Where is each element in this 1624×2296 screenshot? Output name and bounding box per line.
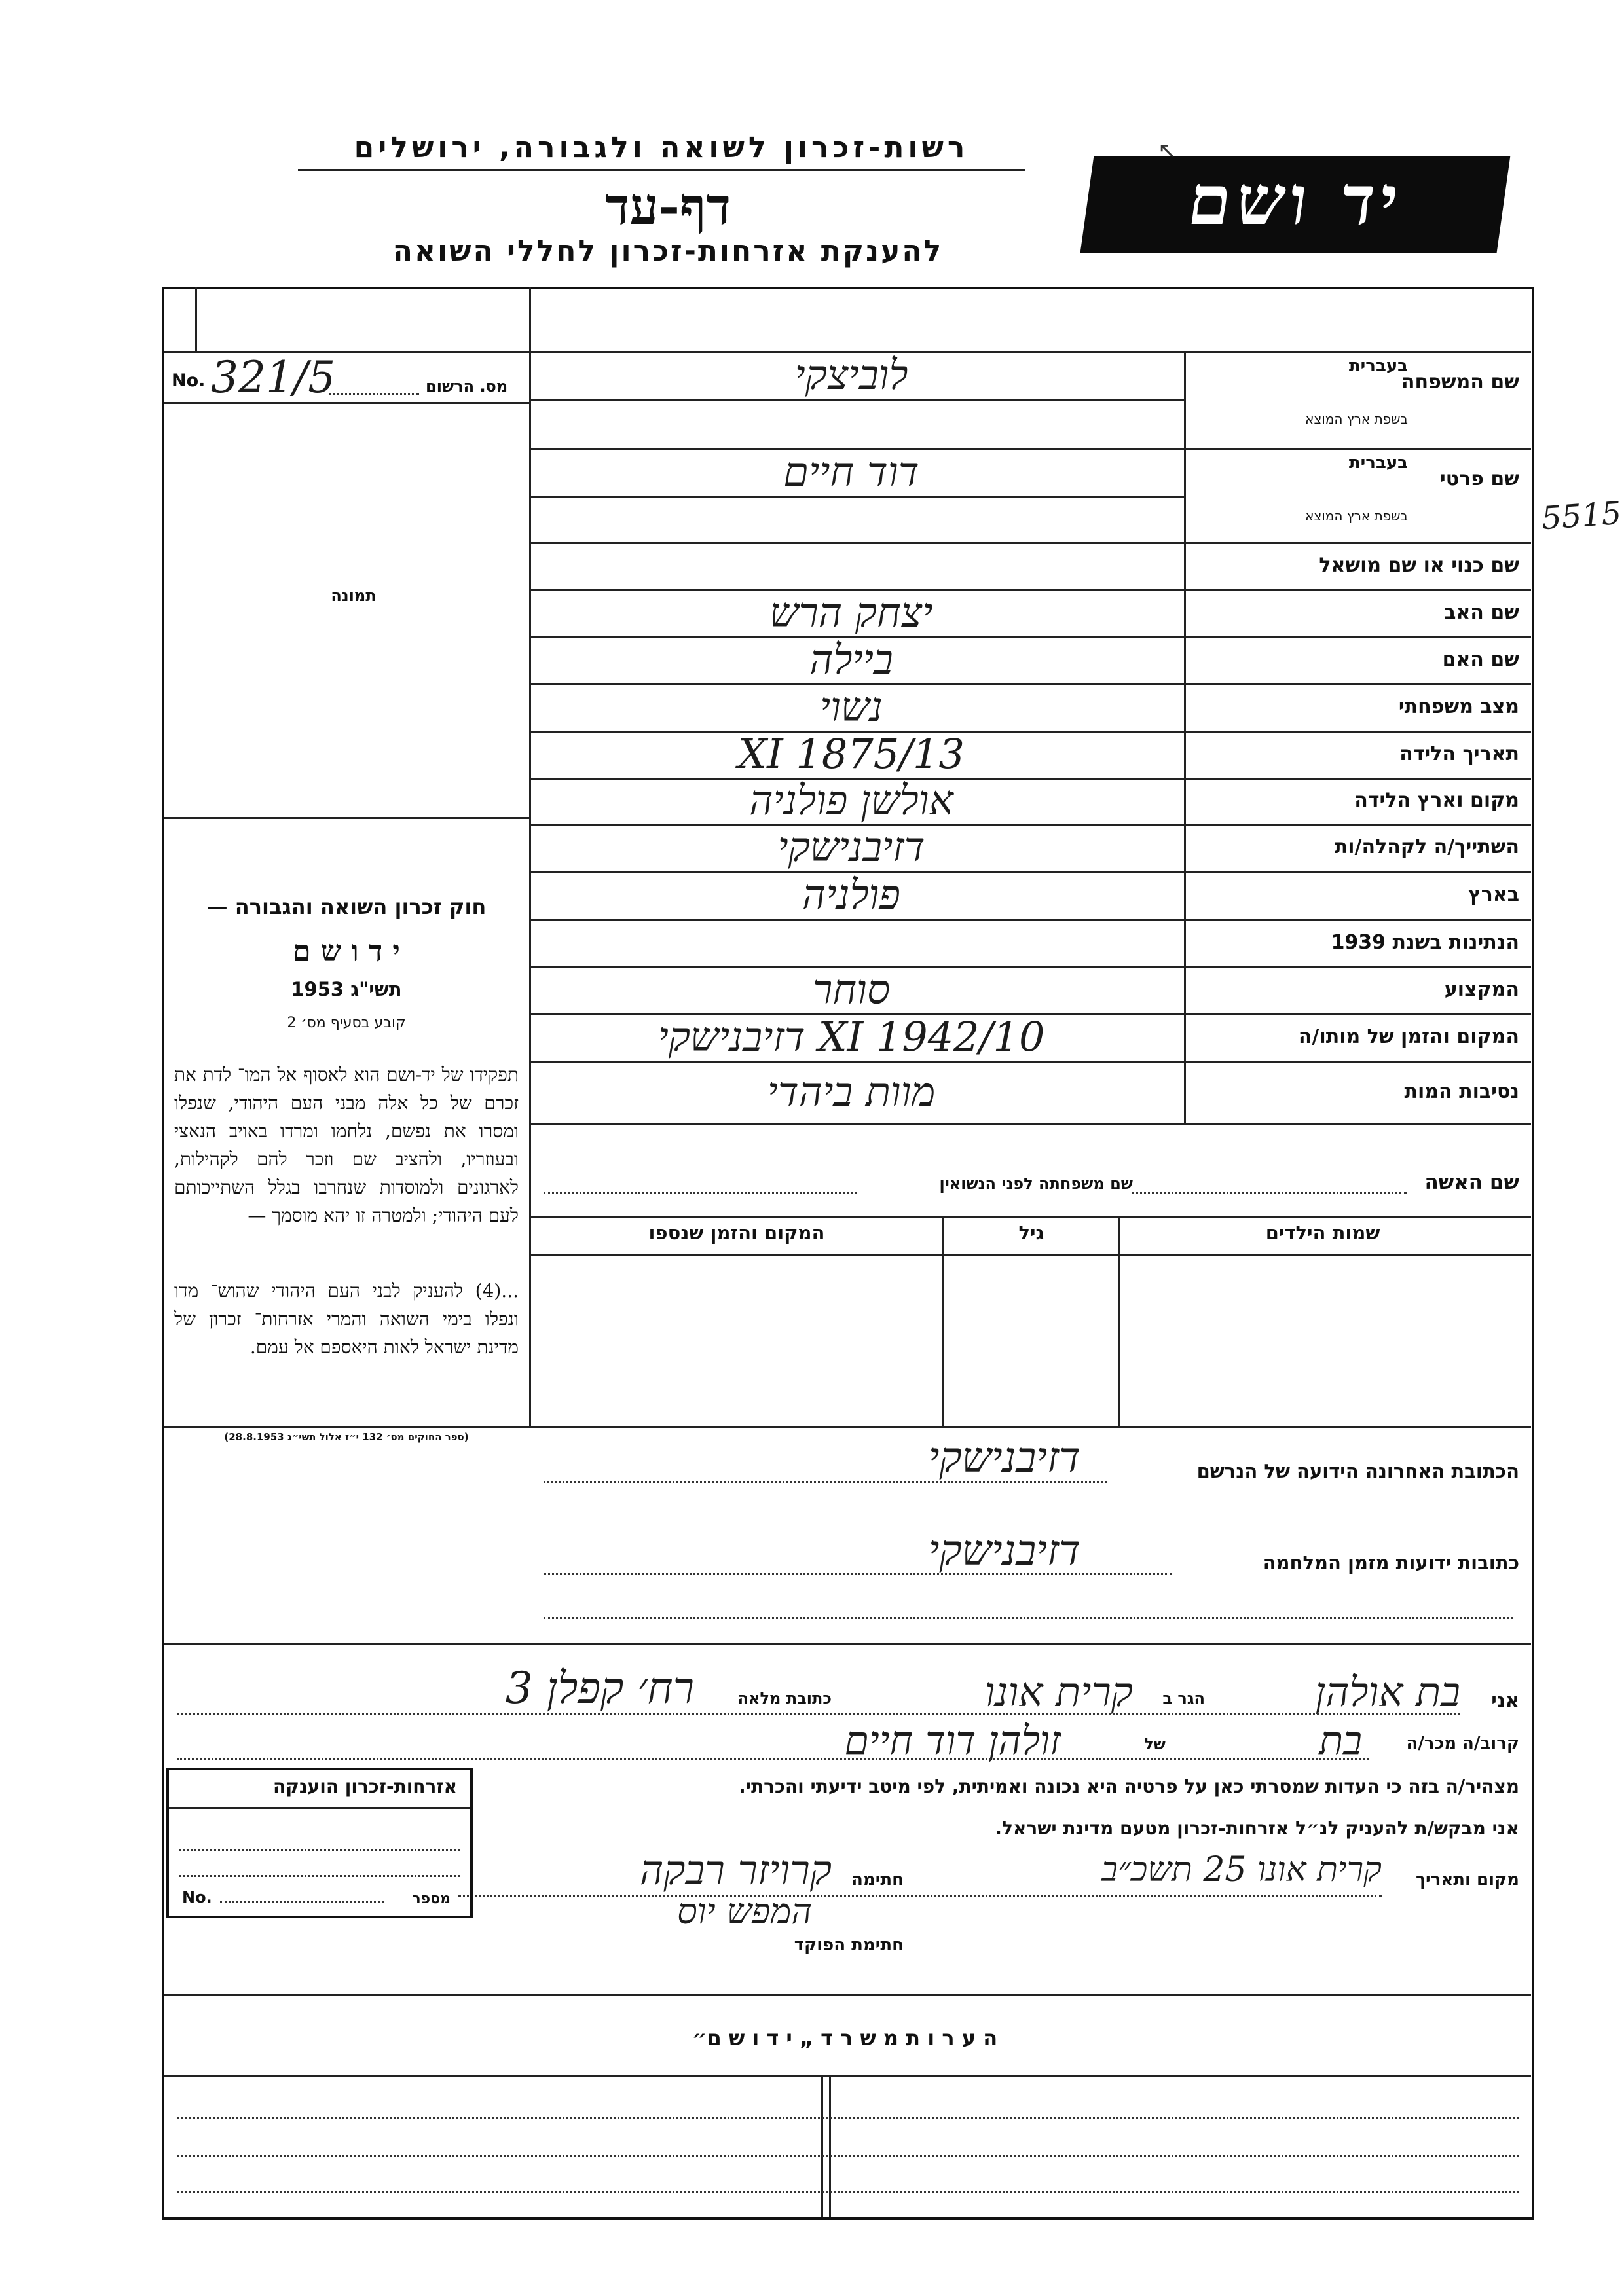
law-name: י ד ו ש ם xyxy=(293,935,400,968)
office-notes-header-bottom xyxy=(164,2075,1531,2077)
stamp-box-no-label: No. xyxy=(182,1888,212,1906)
field-label: נסיבות המות xyxy=(1404,1080,1519,1103)
law-paragraph-2: ...(4) להעניק לבני העם היהודי שהוש־ מדו ונפלו בימי השואה והמרי אזרחות־ זכרון של מדינת ישראל לאות היאספם אל עמם. xyxy=(174,1280,519,1358)
field-value[interactable]: 13/XI 1875 xyxy=(738,730,965,778)
field-label: הנתינות בשנת 1939 xyxy=(1331,931,1519,954)
field-value[interactable]: ביילה xyxy=(809,636,893,683)
field-value[interactable]: סוחר xyxy=(812,966,891,1013)
field-label: המקום והזמן של מותו/ה xyxy=(1298,1025,1519,1048)
yad-vashem-logo xyxy=(1080,156,1511,253)
decl-ani: אני xyxy=(1491,1689,1519,1711)
decl-signature-label: חתימה xyxy=(851,1870,904,1889)
registration-line xyxy=(164,402,529,404)
field-label: שם כנוי או שם מושאל xyxy=(1319,554,1519,577)
field-label: שם פרטי xyxy=(1439,467,1519,490)
corner-arrow-mark: ↖ xyxy=(1158,137,1177,164)
decl-statement-1: מצהיר/ה בזה כי העדות שמסרתי כאן על פרטיה היא נכונה ואמיתית, לפי מיטב ידיעתי והכרתי. xyxy=(739,1776,1519,1797)
field-value[interactable]: דוד חיים xyxy=(783,448,919,496)
decl-address-value: רח׳ קפלן 3 xyxy=(505,1663,694,1713)
field-label: שם האם xyxy=(1442,648,1519,671)
field-mid-line xyxy=(529,496,1184,498)
field-value[interactable]: לוביצקי xyxy=(794,351,908,399)
field-label: שם המשפחה xyxy=(1401,371,1519,393)
form-title: דף-עד xyxy=(605,177,731,236)
office-notes-divider-b xyxy=(829,2075,831,2217)
decl-place-date-value: קרית אונו 25 תשכ״ב xyxy=(1101,1850,1382,1889)
wife-maiden-field[interactable] xyxy=(544,1192,857,1194)
address-extra-dots xyxy=(544,1617,1513,1619)
field-value[interactable] xyxy=(537,920,1166,966)
field-sub-origin-language: בשפת ארץ המוצא xyxy=(1305,508,1408,524)
wife-field[interactable] xyxy=(1132,1192,1407,1194)
field-sub-hebrew: בעברית xyxy=(1348,453,1408,473)
declaration-top xyxy=(164,1643,1531,1645)
field-sub-origin-language: בשפת ארץ המוצא xyxy=(1305,411,1408,427)
decl-relation-value: בת xyxy=(1319,1718,1362,1764)
field-mid-line xyxy=(529,399,1184,401)
office-notes-title: ה ע ר ו ת מ ש ר ד „ י ד ו ש ם״ xyxy=(692,2026,998,2050)
children-col-divider-2 xyxy=(1118,1216,1120,1426)
top-left-cell-divider xyxy=(195,287,197,351)
office-notes-dots-1 xyxy=(177,2117,1519,2119)
field-value[interactable]: יצחק הרש xyxy=(769,589,933,636)
last-address-label: הכתובת האחרונה הידועה של הנרשם xyxy=(1196,1460,1519,1482)
field-label: מקום וארץ הלידה xyxy=(1354,789,1519,812)
decl-city-value: קרית אונו xyxy=(984,1668,1133,1716)
decl-relative-label: קרוב/ה מכר/ה xyxy=(1406,1734,1519,1753)
war-address-label: כתובות ידועות מזמן המלחמה xyxy=(1263,1552,1519,1574)
citizenship-stamp-box xyxy=(166,1768,473,1918)
decl-statement-2: אני מבקש/ת להעניק לנ״ל אזרחות-זכרון מטעם מדינת ישראל. xyxy=(995,1817,1519,1839)
registration-dots xyxy=(329,393,419,395)
stamp-box-title: אזרחות-זכרון הוענקה xyxy=(273,1776,457,1797)
law-year: תשי"ג 1953 xyxy=(291,978,402,1000)
children-col-place: המקום והזמן שנספו xyxy=(648,1222,825,1244)
registration-number: 321/5 xyxy=(211,352,336,403)
stamp-box-title-line xyxy=(169,1807,470,1809)
last-address-value: דזיבנישקי xyxy=(928,1434,1080,1482)
field-label: בארץ xyxy=(1467,883,1519,906)
field-sub-hebrew: בעברית xyxy=(1348,356,1408,376)
stamp-box-number-dots xyxy=(220,1901,384,1903)
authority-title: רשות-זכרון לשואה ולגבורה, ירושלים xyxy=(354,131,969,164)
decl-line-1-dots xyxy=(177,1713,1460,1715)
field-value[interactable]: 10/XI 1942 דזיבנישקי xyxy=(657,1013,1045,1061)
office-notes-divider-a xyxy=(821,2075,823,2217)
decl-line-2-dots xyxy=(177,1758,1369,1760)
address-section-top xyxy=(164,1426,1531,1428)
decl-officer-label: חתימת הפוקד xyxy=(794,1935,904,1955)
war-address-value: דזיבנישקי xyxy=(928,1527,1080,1575)
office-notes-dots-3 xyxy=(177,2191,1519,2193)
children-col-names: שמות הילדים xyxy=(1265,1222,1380,1244)
office-notes-dots-2 xyxy=(177,2155,1519,2157)
field-value[interactable]: פולניה xyxy=(802,871,901,919)
field-row-line xyxy=(529,1061,1531,1063)
children-header-bottom xyxy=(529,1254,1531,1256)
law-paragraph-1: תפקידו של יד-ושם הוא לאסוף אל המו־ לדת את זכרם של כל אלה מבני העם היהודי, שנפלו ומסרו את נפשם, נלחמו ומרדו באויב הנאצי ובעוזריו, ולהציב שם וזכר להם לקהילות, לארגונים ולמוסדות שנחרבו בגלל השתייכותם לעם היהודי; ולמטרה זו יהא מוסמך — xyxy=(174,1064,519,1226)
photo-label: תמונה xyxy=(331,587,377,605)
wife-row-top xyxy=(529,1123,1531,1125)
logo-text: יד ושם xyxy=(1183,160,1409,240)
decl-resident-label: הגר ב xyxy=(1162,1689,1205,1707)
form-subtitle: להענקת אזרחות-זכרון לחללי השואה xyxy=(392,234,944,268)
office-notes-top xyxy=(164,1994,1531,1996)
field-value[interactable]: נשוי xyxy=(819,683,883,731)
last-address-dots xyxy=(544,1481,1107,1483)
children-table-top xyxy=(529,1216,1531,1218)
margin-note: 5515 xyxy=(1540,494,1623,538)
field-value[interactable]: דזיבנישקי xyxy=(777,823,925,871)
decl-relative-name-value: זולהן דוד חיים xyxy=(844,1718,1061,1764)
field-value[interactable] xyxy=(537,543,1166,589)
stamp-box-number-label: מספר xyxy=(412,1891,451,1907)
law-title: חוק זכרון השואה והגבורה — xyxy=(206,894,487,919)
field-label: המקצוע xyxy=(1444,978,1519,1001)
decl-full-address-label: כתובת מלאה xyxy=(737,1689,832,1707)
decl-place-date-label: מקום ותאריך xyxy=(1416,1870,1519,1889)
children-col-age: גיל xyxy=(1018,1222,1044,1244)
children-col-divider-1 xyxy=(942,1216,944,1426)
law-citation: (ספר החוקים מס׳ 132 י״ז אלול תשי״ג 28.8.1953) xyxy=(224,1431,469,1443)
field-label: מצב משפחתי xyxy=(1398,695,1519,718)
label-column-divider xyxy=(1184,351,1186,1123)
wife-label: שם האשה xyxy=(1424,1171,1519,1194)
field-label: השתייך/ה לקהלה/ות xyxy=(1334,835,1519,858)
authority-underline xyxy=(298,169,1025,171)
decl-signature-value: קרויזר רבקה xyxy=(639,1846,832,1894)
photo-bottom-line xyxy=(164,817,529,819)
field-value[interactable]: אולשן פולניה xyxy=(749,776,953,824)
field-label: תאריך הלידה xyxy=(1399,742,1519,765)
law-clause: קובע בסעיף מס׳ 2 xyxy=(287,1015,406,1031)
decl-officer-value: המפש יוס xyxy=(676,1891,812,1932)
stamp-box-dots-1 xyxy=(179,1849,460,1851)
decl-name-value: בת אולהן xyxy=(1315,1668,1460,1716)
decl-of-label: של xyxy=(1144,1735,1166,1753)
wife-maiden-label: שם משפחתה לפני הנשואין xyxy=(939,1175,1133,1193)
registration-no-prefix: No. xyxy=(172,371,206,391)
field-label: שם האב xyxy=(1444,601,1519,624)
registration-label: מס. הרשום xyxy=(426,377,508,395)
war-address-dots xyxy=(544,1573,1172,1575)
field-value[interactable]: מוות ביהדי xyxy=(767,1068,936,1116)
stamp-box-dots-2 xyxy=(179,1875,460,1877)
